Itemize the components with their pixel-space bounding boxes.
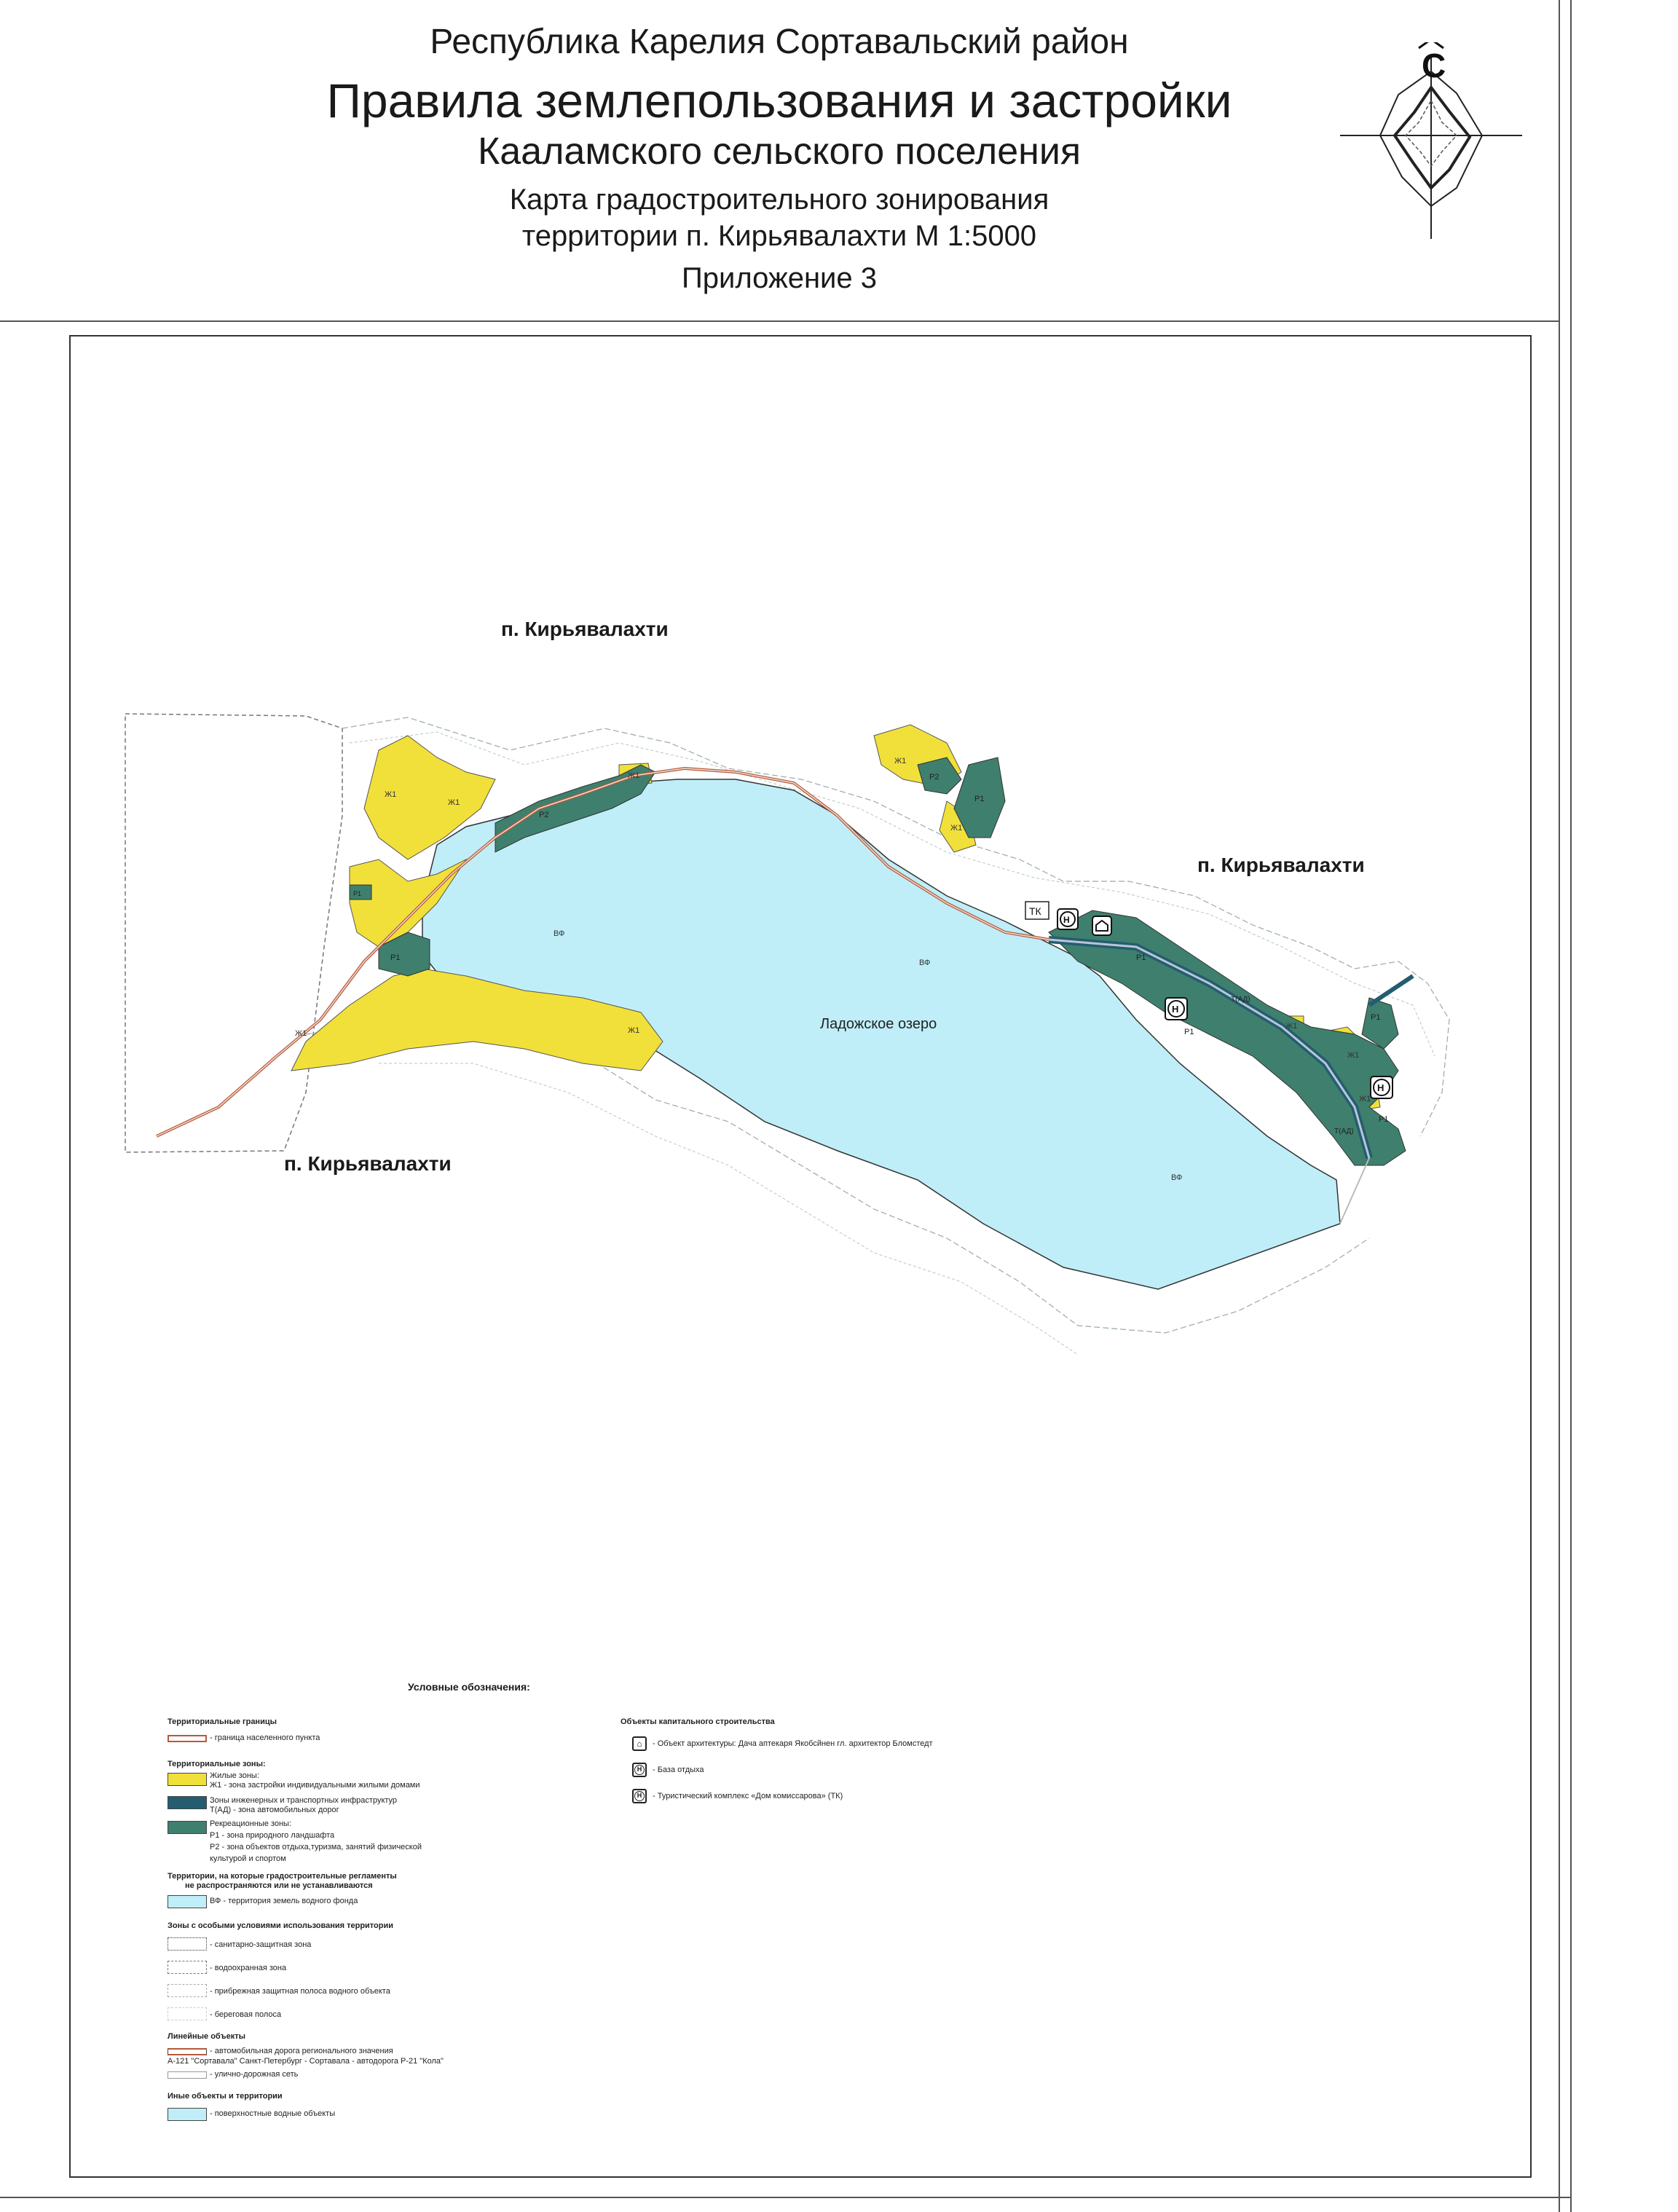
legend-special-heading: Зоны с особыми условиями использования территории: [168, 1921, 394, 1930]
legend-special-item4: - береговая полоса: [210, 2010, 282, 2019]
legend-special-item3: - прибрежная защитная полоса водного объекта: [210, 1987, 390, 1996]
label-vf-west: ВФ: [554, 929, 565, 938]
legend-linear-item2: - улично-дорожная сеть: [210, 2070, 299, 2079]
header-title: Правила землепользования и застройки: [326, 74, 1232, 127]
legend-capital-item1: - Объект архитектуры: Дача аптекаря Якобсйнен гл. архитектор Бломстедт: [653, 1739, 933, 1748]
base-icon-3-letter: Н: [1377, 1082, 1384, 1093]
legend-capital-heading: Объекты капитального строительства: [621, 1717, 775, 1726]
base-icon-1-letter: Н: [1063, 915, 1070, 925]
legend-borders-heading: Территориальные границы: [168, 1717, 277, 1726]
label-vf-south: ВФ: [1171, 1173, 1183, 1182]
west-boundary: [125, 714, 342, 1152]
legend-swatch-recreation: [168, 1821, 207, 1834]
legend-special-item2: - водоохранная зона: [210, 1964, 287, 1972]
legend-tk-icon-letter: Н: [634, 1791, 645, 1801]
legend-transport-head: Зоны инженерных и транспортных инфраструктур: [210, 1796, 398, 1805]
legend-zones-heading: Территориальные зоны:: [168, 1760, 266, 1768]
legend-title: Условные обозначения:: [408, 1681, 530, 1693]
header-map-scale: территории п. Кирьявалахти М 1:5000: [521, 220, 1037, 252]
legend-recreation-item3: культурой и спортом: [210, 1854, 286, 1863]
settlement-label-east: п. Кирьявалахти: [1197, 854, 1365, 876]
legend-architecture-icon: ⌂: [632, 1736, 647, 1751]
label-r1-island: Р1: [974, 795, 985, 803]
settlement-label-south: п. Кирьявалахти: [284, 1152, 452, 1175]
legend-swatch-sanitary: [168, 1937, 207, 1951]
legend-recreation-head: Рекреационные зоны:: [210, 1819, 292, 1828]
label-r1-west: Р1: [390, 953, 401, 962]
legend-linear-item1b: А-121 "Сортавала" Санкт-Петербург - Сортавала - автодорога Р-21 "Кола": [168, 2057, 444, 2066]
label-zh1-e3: Ж1: [1359, 1095, 1371, 1103]
legend-other-heading: Иные объекты и территории: [168, 2092, 283, 2101]
label-zh1-e: Ж1: [1285, 1022, 1298, 1031]
legend-swatch-residential: [168, 1773, 207, 1786]
lake-label: Ладожское озеро: [820, 1016, 937, 1032]
legend-tk-icon: [632, 1789, 647, 1803]
label-vf-center: ВФ: [919, 959, 931, 967]
label-tad-2: Т(АД): [1334, 1127, 1354, 1135]
legend-other-item: - поверхностные водные объекты: [210, 2109, 336, 2118]
legend-swatch-street: [168, 2071, 207, 2079]
legend-base-icon: [632, 1763, 647, 1777]
label-r2-island: Р2: [929, 773, 940, 782]
label-zh1-s: Ж1: [628, 1026, 640, 1035]
legend-swatch-transport: [168, 1796, 207, 1809]
north-letter: С: [1422, 47, 1446, 84]
label-r2-north: Р2: [539, 811, 549, 819]
legend-swatch-border: [168, 1735, 207, 1742]
label-r1-east-a: Р1: [1136, 953, 1146, 962]
label-zh1-n: Ж1: [628, 771, 640, 780]
label-zh1-ne: Ж1: [894, 757, 907, 765]
tk-label: ТК: [1029, 905, 1041, 917]
label-zh1-e2: Ж1: [1347, 1051, 1360, 1060]
legend-noreg-heading1: Территории, на которые градостроительные регламенты: [168, 1872, 397, 1881]
legend-capital-item3: - Туристический комплекс «Дом комиссарова» (ТК): [653, 1792, 843, 1800]
label-zh1-nw: Ж1: [385, 790, 397, 799]
legend-water-item: ВФ - территория земель водного фонда: [210, 1897, 358, 1905]
legend-recreation-item1: Р1 - зона природного ландшафта: [210, 1831, 335, 1840]
architecture-icon: [1092, 916, 1111, 935]
legend-special-item1: - санитарно-защитная зона: [210, 1940, 312, 1949]
label-r1-east-d: Р1: [1379, 1115, 1389, 1124]
header-settlement: Кааламского сельского поселения: [477, 130, 1082, 173]
legend-residential-head: Жилые зоны:: [210, 1771, 259, 1780]
header-region: Республика Карелия Сортавальский район: [430, 23, 1129, 61]
label-tad: Т(АД): [1231, 996, 1250, 1004]
header-appendix: Приложение 3: [682, 262, 877, 294]
legend-swatch-shore: [168, 2007, 207, 2020]
legend-recreation-item2: Р2 - зона объектов отдыха,туризма, занятий физической: [210, 1843, 422, 1851]
legend-linear-heading: Линейные объекты: [168, 2032, 246, 2041]
label-r1-west-small: Р1: [353, 890, 362, 897]
label-r1-east-c: Р1: [1371, 1013, 1381, 1022]
label-zh1-sw: Ж1: [295, 1029, 307, 1038]
header-map-name: Карта градостроительного зонирования: [509, 184, 1049, 216]
legend-linear-item1: - автомобильная дорога регионального значения: [210, 2047, 393, 2055]
legend-swatch-water: [168, 1895, 207, 1908]
legend-capital-item2: - База отдыха: [653, 1766, 704, 1774]
label-zh1-nw2: Ж1: [448, 798, 460, 807]
label-r1-east-b: Р1: [1184, 1028, 1194, 1036]
east-connector: [1369, 976, 1413, 1005]
legend-swatch-road: [168, 2048, 207, 2055]
legend-swatch-waterprotect: [168, 1961, 207, 1974]
legend-base-icon-letter: Н: [634, 1765, 645, 1775]
legend-residential-item: Ж1 - зона застройки индивидуальными жилыми домами: [210, 1781, 420, 1790]
south-road-end: [1340, 1158, 1369, 1224]
legend-swatch-coastal: [168, 1984, 207, 1997]
legend-transport-item: Т(АД) - зона автомобильных дорог: [210, 1806, 339, 1814]
legend-border-item: - граница населенного пункта: [210, 1733, 320, 1742]
legend-swatch-surface-water: [168, 2108, 207, 2121]
settlement-label-north: п. Кирьявалахти: [501, 618, 669, 640]
label-zh1-ne2: Ж1: [950, 824, 963, 833]
base-icon-2-letter: Н: [1172, 1004, 1179, 1015]
legend-noreg-heading2: не распространяются или не устанавливаются: [185, 1881, 373, 1890]
